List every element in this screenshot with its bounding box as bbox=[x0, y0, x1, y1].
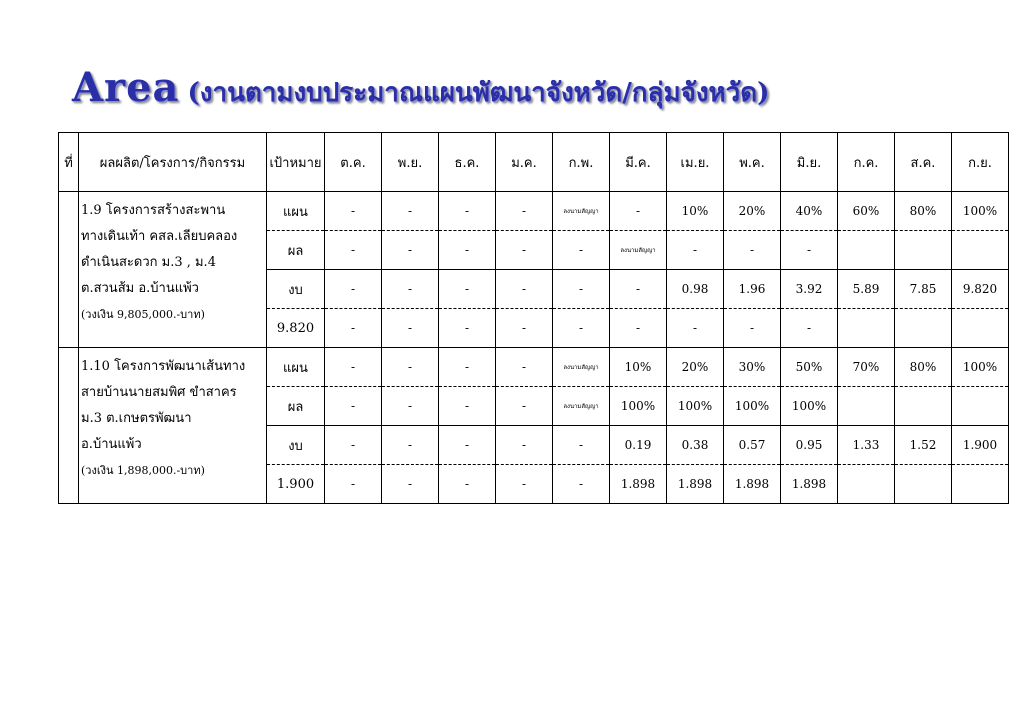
month-cell: - bbox=[382, 348, 439, 387]
month-cell: - bbox=[325, 309, 382, 348]
month-cell: - bbox=[382, 387, 439, 426]
month-cell: - bbox=[667, 231, 724, 270]
budget-note: (วงเงิน 9,805,000.-บาท) bbox=[81, 308, 205, 321]
month-cell: 40% bbox=[781, 192, 838, 231]
month-cell: 20% bbox=[667, 348, 724, 387]
month-cell: 50% bbox=[781, 348, 838, 387]
month-cell: 80% bbox=[895, 348, 952, 387]
month-cell bbox=[952, 465, 1009, 504]
header-cell: ม.ค. bbox=[496, 133, 553, 192]
month-cell: 100% bbox=[667, 387, 724, 426]
month-cell bbox=[952, 231, 1009, 270]
month-cell: 9.820 bbox=[952, 270, 1009, 309]
month-cell: - bbox=[382, 309, 439, 348]
month-cell: 1.33 bbox=[838, 426, 895, 465]
month-cell bbox=[895, 387, 952, 426]
month-cell: 7.85 bbox=[895, 270, 952, 309]
month-cell: 0.98 bbox=[667, 270, 724, 309]
month-cell: - bbox=[496, 387, 553, 426]
title-main: Area bbox=[72, 64, 180, 111]
header-cell: มิ.ย. bbox=[781, 133, 838, 192]
month-cell: - bbox=[439, 465, 496, 504]
project-name-cell bbox=[79, 348, 267, 504]
month-cell: - bbox=[382, 426, 439, 465]
header-cell: มี.ค. bbox=[610, 133, 667, 192]
month-cell: 0.19 bbox=[610, 426, 667, 465]
target-cell: ผล bbox=[267, 231, 325, 270]
month-cell: 1.900 bbox=[952, 426, 1009, 465]
plan-table bbox=[58, 132, 1009, 504]
header-cell: เม.ย. bbox=[667, 133, 724, 192]
month-cell bbox=[838, 309, 895, 348]
month-cell: 1.898 bbox=[667, 465, 724, 504]
budget-note: (วงเงิน 1,898,000.-บาท) bbox=[81, 464, 205, 477]
month-cell: - bbox=[439, 192, 496, 231]
month-cell: 0.57 bbox=[724, 426, 781, 465]
project-name-line: ต.สวนส้ม อ.บ้านแพ้ว bbox=[81, 281, 199, 296]
page-title bbox=[72, 64, 769, 113]
month-cell: 80% bbox=[895, 192, 952, 231]
project-name-line: ดำเนินสะดวก ม.3 , ม.4 bbox=[81, 255, 216, 270]
month-cell: 5.89 bbox=[838, 270, 895, 309]
month-cell: ลงนามสัญญา bbox=[610, 231, 667, 270]
month-cell: 100% bbox=[952, 192, 1009, 231]
month-cell: - bbox=[610, 192, 667, 231]
row-number-cell bbox=[59, 192, 79, 348]
month-cell: 0.95 bbox=[781, 426, 838, 465]
month-cell: 60% bbox=[838, 192, 895, 231]
header-row bbox=[59, 133, 1009, 192]
header-cell: ต.ค. bbox=[325, 133, 382, 192]
header-cell: ก.พ. bbox=[553, 133, 610, 192]
month-cell: - bbox=[496, 309, 553, 348]
row-number-cell bbox=[59, 348, 79, 504]
month-cell: 100% bbox=[781, 387, 838, 426]
month-cell: 3.92 bbox=[781, 270, 838, 309]
month-cell: - bbox=[439, 387, 496, 426]
target-cell: ผล bbox=[267, 387, 325, 426]
project-name-line: ม.3 ต.เกษตรพัฒนา bbox=[81, 411, 192, 426]
target-cell: 9.820 bbox=[267, 309, 325, 348]
month-cell bbox=[952, 309, 1009, 348]
month-cell: - bbox=[496, 270, 553, 309]
header-cell: พ.ย. bbox=[382, 133, 439, 192]
month-cell bbox=[895, 231, 952, 270]
month-cell: - bbox=[439, 426, 496, 465]
month-cell bbox=[895, 465, 952, 504]
month-cell: 1.898 bbox=[610, 465, 667, 504]
month-cell: - bbox=[325, 465, 382, 504]
header-cell: ที่ bbox=[59, 133, 79, 192]
month-cell: - bbox=[325, 231, 382, 270]
target-cell: งบ bbox=[267, 270, 325, 309]
month-cell: 100% bbox=[724, 387, 781, 426]
month-cell: - bbox=[325, 348, 382, 387]
month-cell: - bbox=[724, 309, 781, 348]
month-cell: - bbox=[496, 465, 553, 504]
project-name-line: 1.9 โครงการสร้างสะพาน bbox=[81, 203, 226, 218]
table-row bbox=[59, 192, 1009, 231]
month-cell: - bbox=[667, 309, 724, 348]
month-cell: - bbox=[325, 387, 382, 426]
project-name-line: อ.บ้านแพ้ว bbox=[81, 437, 142, 452]
month-cell: 1.52 bbox=[895, 426, 952, 465]
month-cell: - bbox=[439, 348, 496, 387]
month-cell: - bbox=[382, 192, 439, 231]
month-cell: - bbox=[439, 231, 496, 270]
month-cell: - bbox=[610, 309, 667, 348]
month-cell: - bbox=[382, 231, 439, 270]
month-cell: - bbox=[439, 270, 496, 309]
month-cell: - bbox=[553, 426, 610, 465]
project-name-line: สายบ้านนายสมพิศ ขำสาคร bbox=[81, 385, 237, 400]
month-cell: - bbox=[325, 270, 382, 309]
month-cell: 1.96 bbox=[724, 270, 781, 309]
month-cell: - bbox=[781, 309, 838, 348]
month-cell: 30% bbox=[724, 348, 781, 387]
month-cell: 10% bbox=[667, 192, 724, 231]
month-cell: 70% bbox=[838, 348, 895, 387]
month-cell: 20% bbox=[724, 192, 781, 231]
month-cell: 100% bbox=[610, 387, 667, 426]
month-cell: - bbox=[724, 231, 781, 270]
month-cell: - bbox=[496, 426, 553, 465]
header-cell: ธ.ค. bbox=[439, 133, 496, 192]
month-cell: 1.898 bbox=[781, 465, 838, 504]
month-cell: 1.898 bbox=[724, 465, 781, 504]
month-cell bbox=[895, 309, 952, 348]
target-cell: 1.900 bbox=[267, 465, 325, 504]
header-cell: เป้าหมาย bbox=[267, 133, 325, 192]
header-cell: พ.ค. bbox=[724, 133, 781, 192]
project-name-line: ทางเดินเท้า คสล.เลียบคลอง bbox=[81, 229, 238, 244]
target-cell: แผน bbox=[267, 348, 325, 387]
table-row bbox=[59, 348, 1009, 387]
month-cell: - bbox=[496, 192, 553, 231]
target-cell: แผน bbox=[267, 192, 325, 231]
month-cell: - bbox=[553, 309, 610, 348]
header-cell: ส.ค. bbox=[895, 133, 952, 192]
month-cell: - bbox=[382, 465, 439, 504]
month-cell: 100% bbox=[952, 348, 1009, 387]
month-cell: - bbox=[553, 231, 610, 270]
month-cell: 10% bbox=[610, 348, 667, 387]
month-cell: - bbox=[325, 192, 382, 231]
header-cell: ก.ย. bbox=[952, 133, 1009, 192]
month-cell: 0.38 bbox=[667, 426, 724, 465]
month-cell: ลงนามสัญญา bbox=[553, 348, 610, 387]
project-name-line: 1.10 โครงการพัฒนาเส้นทาง bbox=[81, 359, 246, 374]
month-cell: - bbox=[553, 465, 610, 504]
target-cell: งบ bbox=[267, 426, 325, 465]
header-cell: ก.ค. bbox=[838, 133, 895, 192]
month-cell: - bbox=[382, 270, 439, 309]
month-cell: - bbox=[496, 231, 553, 270]
month-cell: ลงนามสัญญา bbox=[553, 192, 610, 231]
month-cell bbox=[838, 231, 895, 270]
month-cell: ลงนามสัญญา bbox=[553, 387, 610, 426]
month-cell: - bbox=[781, 231, 838, 270]
month-cell bbox=[838, 387, 895, 426]
month-cell: - bbox=[325, 426, 382, 465]
project-name-cell bbox=[79, 192, 267, 348]
month-cell bbox=[952, 387, 1009, 426]
title-sub: (งานตามงบประมาณแผนพัฒนาจังหวัด/กลุ่มจังหวัด) bbox=[187, 78, 770, 108]
month-cell: - bbox=[610, 270, 667, 309]
header-cell: ผลผลิต/โครงการ/กิจกรรม bbox=[79, 133, 267, 192]
month-cell bbox=[838, 465, 895, 504]
month-cell: - bbox=[439, 309, 496, 348]
month-cell: - bbox=[496, 348, 553, 387]
month-cell: - bbox=[553, 270, 610, 309]
